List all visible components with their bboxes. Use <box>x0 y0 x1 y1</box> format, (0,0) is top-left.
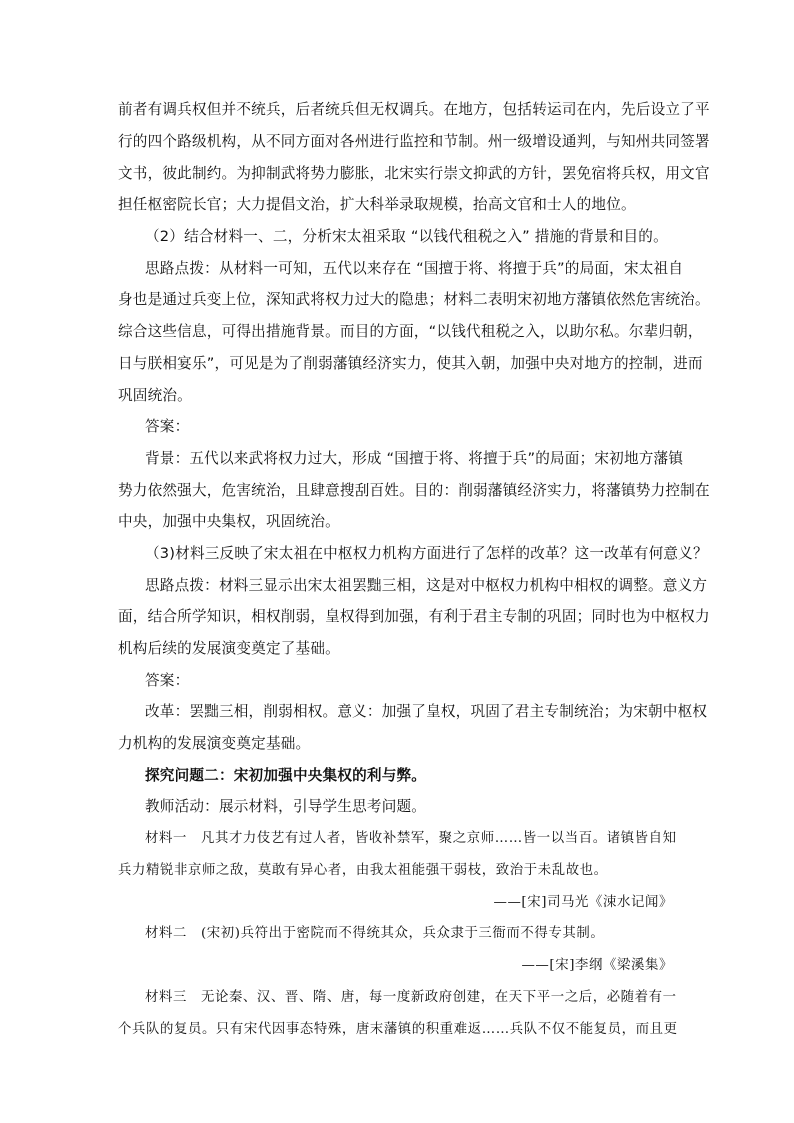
material-1-source: ——[宋]司马光《涑水记闻》 <box>493 895 673 910</box>
question-3: （3)材料三反映了宋太祖在中枢权力机构方面进行了怎样的改革？这一改革有何意义？ <box>145 545 708 562</box>
q2-hint-line: 日与朕相宴乐”，可见是为了削弱藩镇经济实力，使其入朝，加强中央对地方的控制，进而 <box>118 355 703 372</box>
q2-answer-line: 背景：五代以来武将权力过大，形成 “国擅于将、将擅于兵”的局面；宋初地方藩镇 <box>145 450 684 467</box>
material-3-line: 个兵队的复员。只有宋代因事态特殊，唐末藩镇的积重难返……兵队不仅不能复员，而且更 <box>118 1022 678 1037</box>
inquiry-2-title: 探究问题二：宋初加强中央集权的利与弊。 <box>145 767 427 784</box>
q3-hint-line: 机构后续的发展演变奠定了基础。 <box>118 640 340 657</box>
q2-answer-label: 答案： <box>145 418 190 435</box>
teacher-activity: 教师活动：展示材料，引导学生思考问题。 <box>145 798 427 815</box>
intro-line: 行的四个路级机构，从不同方面对各州进行监控和节制。州一级增设通判，与知州共同签署 <box>118 133 710 150</box>
material-1-line: 材料一 凡其才力伎艺有过人者，皆收补禁军，聚之京师……皆一以当百。诸镇皆自知 <box>145 831 677 846</box>
q2-hint-line: 综合这些信息，可得出措施背景。而目的方面，“以钱代租税之入，以助尔私。尔辈归朝， <box>118 323 703 340</box>
question-2: （2）结合材料一、二，分析宋太祖采取 “以钱代租税之入” 措施的背景和目的。 <box>145 228 668 245</box>
q3-hint-line: 思路点拨：材料三显示出宋太祖罢黜三相，这是对中枢权力机构中相权的调整。意义方 <box>145 577 708 594</box>
intro-line: 担任枢密院长官；大力提倡文治，扩大科举录取规模，抬高文官和士人的地位。 <box>118 196 636 213</box>
material-3-line: 材料三 无论秦、汉、晋、隋、唐，每一度新政府创建，在天下平一之后，必随着有一 <box>145 990 677 1005</box>
q3-hint-line: 面，结合所学知识，相权削弱，皇权得到加强，有利于君主专制的巩固；同时也为中枢权力 <box>118 608 710 625</box>
q3-answer-line: 改革：罢黜三相，削弱相权。意义：加强了皇权，巩固了君主专制统治；为宋朝中枢权 <box>145 703 708 720</box>
q2-hint-line: 身也是通过兵变上位，深知武将权力过大的隐患；材料二表明宋初地方藩镇依然危害统治。 <box>118 291 710 308</box>
material-2: 材料二 (宋初)兵符出于密院而不得统其众，兵众隶于三衙而不得专其制。 <box>145 926 605 941</box>
q2-hint-line: 巩固统治。 <box>118 387 192 404</box>
q2-answer-line: 中央，加强中央集权，巩固统治。 <box>118 513 340 530</box>
material-1-line: 兵力精锐非京师之敌，莫敢有异心者，由我太祖能强干弱枝，致治于未乱故也。 <box>118 863 608 878</box>
intro-line: 文书，彼此制约。为抑制武将势力膨胀，北宋实行崇文抑武的方针，罢免宿将兵权，用文官 <box>118 165 710 182</box>
q3-answer-label: 答案： <box>145 672 190 689</box>
intro-line: 前者有调兵权但并不统兵，后者统兵但无权调兵。在地方，包括转运司在内，先后设立了平 <box>118 101 710 118</box>
q2-answer-line: 势力依然强大，危害统治，且肆意搜刮百姓。目的：削弱藩镇经济实力，将藩镇势力控制在 <box>118 482 710 499</box>
q2-hint-line: 思路点拨：从材料一可知，五代以来存在 “国擅于将、将擅于兵”的局面，宋太祖自 <box>145 260 684 277</box>
material-2-source: ——[宋]李纲《梁溪集》 <box>521 958 673 973</box>
q3-answer-line: 力机构的发展演变奠定基础。 <box>118 735 311 752</box>
